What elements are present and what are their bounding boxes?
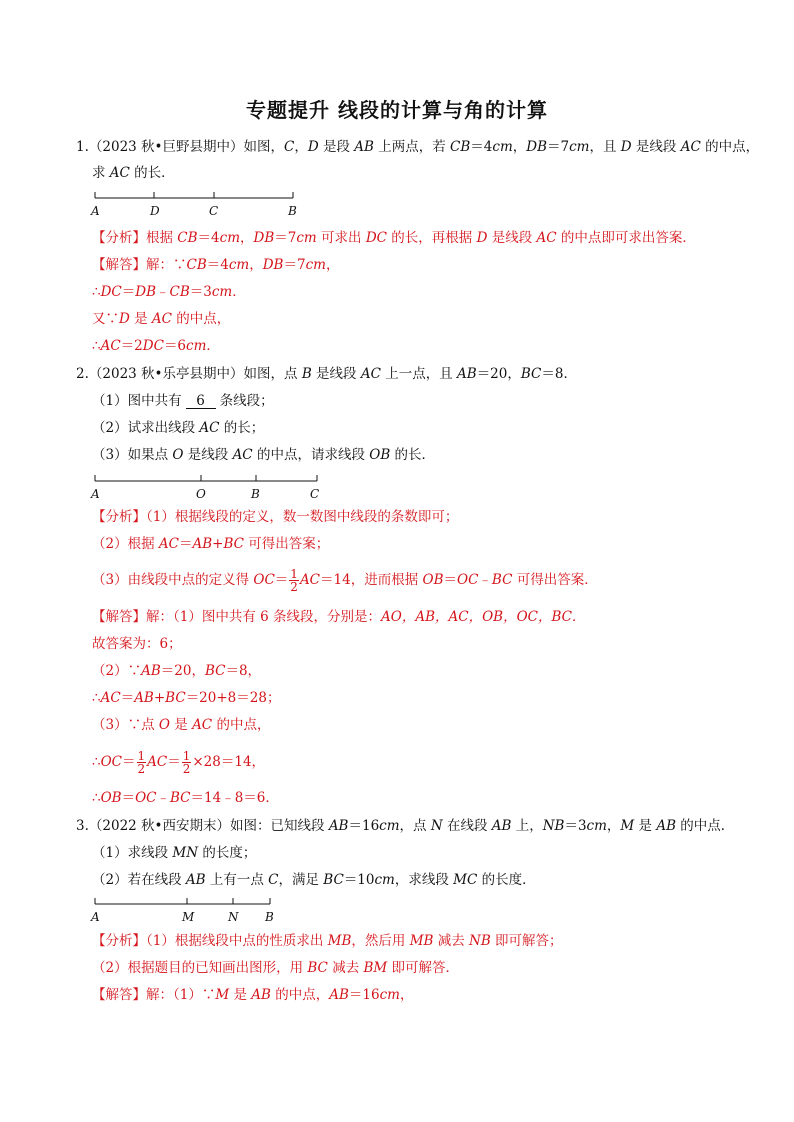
q2-analysis-2: （2）根据 AC＝AB+BC 可得出答案； [92, 536, 330, 552]
q2-part2: （2）试求出线段 AC 的长； [92, 420, 265, 436]
q3-part2: （2）若在线段 AB 上有一点 C，满足 BC＝10cm，求线段 MC 的长度． [92, 872, 536, 888]
q2-solution-5: （3）∵点 O 是 AC 的中点， [92, 717, 271, 733]
q1-analysis: 【分析】根据 CB＝4cm，DB＝7cm 可求出 DC 的长，再根据 D 是线段 AC 的中点即可求出答案． [92, 230, 696, 246]
q1-solution-line2: ∴DC＝DB﹣CB＝3cm． [92, 284, 246, 300]
q2-answer-blank: 6 [186, 394, 216, 409]
q2-solution-3: （2）∵AB＝20，BC＝8， [92, 663, 262, 679]
q1-stem-line2: 求 AC 的长． [92, 165, 175, 181]
q3-part1: （1）求线段 MN 的长度； [92, 845, 257, 861]
half-fraction: $\frac{1}{2}$ [182, 749, 191, 776]
q2-solution-1: 【解答】解：（1）图中共有 6 条线段，分别是：AO，AB，AC，OB，OC，BC． [92, 609, 586, 625]
q2-label-c: C [310, 487, 320, 501]
q2-analysis-3: （3）由线段中点的定义得 OC＝ $\frac{1}{2}$ AC＝14，进而根据 OB＝OC﹣BC 可得出答案． [92, 567, 598, 594]
page-title: 专题提升 线段的计算与角的计算 [246, 98, 548, 122]
q3-stem: 3.（2022 秋•西安期末）如图：已知线段 AB＝16cm，点 N 在线段 AB 上，NB＝3cm，M 是 AB 的中点． [76, 818, 735, 834]
q1-solution-line3: 又∵D 是 AC 的中点， [92, 311, 231, 327]
q2-stem: 2.（2023 秋•乐亭县期中）如图，点 B 是线段 AC 上一点，且 AB＝20，BC＝8． [76, 366, 577, 382]
q2-solution-6: ∴OC＝ $\frac{1}{2}$ AC＝ $\frac{1}{2}$ ×28＝14， [92, 749, 266, 776]
q2-part1: （1）图中共有 6 条线段； [92, 393, 274, 409]
q3-label-m: M [182, 910, 195, 924]
q3-analysis-1: 【分析】（1）根据线段中点的性质求出 MB，然后用 MB 减去 NB 即可解答； [92, 933, 563, 949]
q1-label-a: A [91, 204, 100, 218]
q2-label-a: A [91, 487, 100, 501]
q3-label-b: B [265, 910, 274, 924]
q2-solution-2: 故答案为：6； [92, 636, 182, 652]
q3-figure [88, 894, 288, 926]
q2-solution-4: ∴AC＝AB+BC＝20+8＝28； [92, 690, 281, 706]
q1-label-d: D [150, 204, 160, 218]
q3-analysis-2: （2）根据题目的已知画出图形，用 BC 减去 BM 即可解答． [92, 960, 460, 976]
q3-label-a: A [91, 910, 100, 924]
q1-label-b: B [288, 204, 297, 218]
half-fraction: $\frac{1}{2}$ [137, 749, 146, 776]
q3-solution-1: 【解答】解：（1）∵M 是 AB 的中点，AB＝16cm， [92, 987, 414, 1003]
q1-solution-line4: ∴AC＝2DC＝6cm． [92, 338, 220, 354]
q1-figure [88, 188, 308, 220]
q3-label-n: N [228, 910, 239, 924]
q2-solution-7: ∴OB＝OC﹣BC＝14﹣8＝6． [92, 790, 279, 806]
q2-figure [88, 471, 328, 503]
q1-solution-line1: 【解答】解：∵CB＝4cm，DB＝7cm， [92, 257, 340, 273]
q2-part3: （3）如果点 O 是线段 AC 的中点，请求线段 OB 的长． [92, 447, 436, 463]
half-fraction: $\frac{1}{2}$ [290, 567, 298, 594]
q1-label-c: C [209, 204, 219, 218]
q2-label-b: B [251, 487, 260, 501]
q1-stem-line1: 1.（2023 秋•巨野县期中）如图，C，D 是段 AB 上两点，若 CB＝4cm，DB＝7cm，且 D 是线段 AC 的中点， [76, 139, 760, 155]
q2-analysis-1: 【分析】（1）根据线段的定义，数一数图中线段的条数即可； [92, 509, 459, 525]
q2-label-o: O [196, 487, 206, 501]
